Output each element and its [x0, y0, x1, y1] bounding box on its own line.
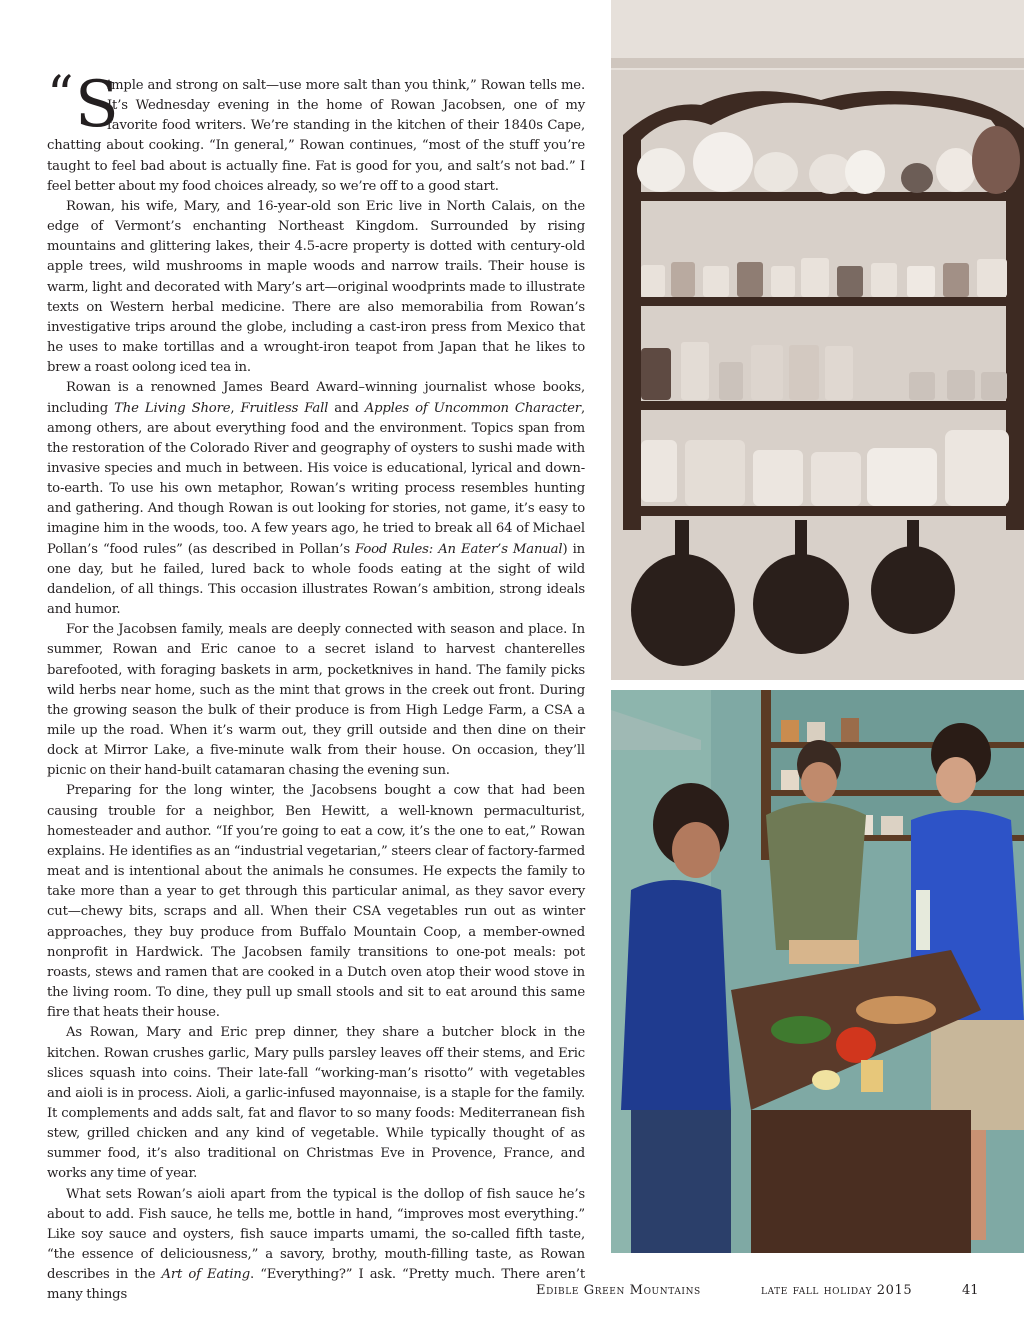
- paragraph-text: For the Jacobsen family, meals are deeply connected with season and place. In summer, Rowan and Eric canoe to a secret island to harvest chanterelles barefooted, with foraging baskets in arm, pocketknives in hand. The family picks wild herbs near home, such as the mint that grows in the creek out front. During the growing season the bulk of their produce is from High Ledge Farm, a CSA a mile up the road. When it’s warm out, they grill outside and then dine on their dock at Mirror Lake, a five-minute walk from their house. On occasion, they’ll picnic on their hand-built catamaran chasing the evening sun.: [47, 622, 585, 779]
- article-paragraph: [47, 378, 585, 620]
- paragraph-text: What sets Rowan’s aioli apart from the typical is the dollop of fish sauce he’s about to add. Fish sauce, he tells me, bottle in hand, “improves most everything.” Like soy sauce and oysters, fish sauce imparts umami, the so-called fifth taste, “the essence of deliciousness,” a savory, brothy, mouth-filling taste, as Rowan describes in the: [47, 1186, 585, 1283]
- family-cooking-illustration: [611, 690, 1024, 1253]
- drop-cap-letter: S: [75, 68, 119, 142]
- paragraph-text: and: [328, 400, 365, 416]
- paragraph-text: Rowan, his wife, Mary, and 16-year-old son Eric live in North Calais, on the edge of Vermont’s enchanting Northeast Kingdom. Surrounded by rising mountains and glittering lakes, their 4.5-acre property is dotted with century-old apple trees, wild mushrooms in maple woods and narrow trails. Their house is warm, light and decorated with Mary’s art—original woodprints made to illustrate texts on Western herbal medicine. There are also memorabilia from Rowan’s investigative trips around the globe, including a cast-iron press from Mexico that he uses to make tortillas and a wrought-iron teapot from Japan that he likes to brew a roast oolong iced tea in.: [47, 198, 585, 376]
- article-body: [47, 66, 585, 1306]
- paragraph-text: ) in one day, but he failed, lured back to whole foods eating at the sight of wild dandelion, of all things. This occasion illustrates Rowan’s ambition, strong ideals and humor.: [47, 541, 585, 618]
- article-paragraph: [47, 197, 585, 378]
- paragraph-text: Rowan is a renowned James Beard Award–winning journalist whose books, including: [47, 380, 585, 416]
- footer-magazine-name: Edible Green Mountains: [536, 1283, 701, 1298]
- kitchen-shelves-illustration: [611, 0, 1024, 680]
- footer-issue: late fall holiday 2015: [761, 1283, 913, 1298]
- paragraph-text: ,: [230, 400, 241, 416]
- book-title: The Living Shore: [114, 400, 231, 416]
- article-paragraph: [47, 1023, 585, 1184]
- paragraph-text: , among others, are about everything food and the environment. Topics span from the restoration of the Colorado River and geography of oysters to sushi made with invasive species and much in between. His voice is educational, lyrical and down-to-earth. To use his own metaphor, Rowan’s writing process resembles hunting and gathering. And though Rowan is out looking for stories, not game, it’s easy to imagine him in the woods, too. A few years ago, he tried to break all 64 of Michael Pollan’s “food rules” (as described in Pollan’s: [47, 400, 585, 557]
- book-title: Fruitless Fall: [240, 400, 329, 416]
- page-footer: [0, 1283, 1024, 1307]
- paragraph-text: As Rowan, Mary and Eric prep dinner, they share a butcher block in the kitchen. Rowan crushes garlic, Mary pulls parsley leaves off their stems, and Eric slices squash into coins. Their late-fall “working-man’s risotto” with vegetables and aioli is in process. Aioli, a garlic-infused mayonnaise, is a staple for the family. It complements and adds salt, fat and flavor to so many foods: Mediterranean fish stew, grilled chicken and any kind of vegetable. While typically thought of as summer food, it’s also traditional on Christmas Eve in Provence, France, and works any time of year.: [47, 1025, 585, 1182]
- kitchen-shelves-photo: [611, 0, 1024, 680]
- paragraph-text: Preparing for the long winter, the Jacobsens bought a cow that had been causing trouble for a neighbor, Ben Hewitt, a well-known permaculturist, homesteader and author. “If you’re going to eat a cow, it’s the one to eat,” Rowan explains. He identifies as an “industrial vegetarian,” steers clear of factory-farmed meat and is intentional about the animals he consumes. He expects the family to take more than a year to get through this particular animal, as they savor every cut—chewy bits, scraps and all. When their CSA vegetables run out as winter approaches, they buy produce from Buffalo Mountain Coop, a member-owned nonprofit in Hardwick. The Jacobsen family transitions to one-pot meals: pot roasts, stews and ramen that are cooked in a Dutch oven atop their wood stove in the living room. To dine, they pull up small stools and sit to eat around this same fire that heats their house.: [47, 783, 585, 1021]
- book-title: Apples of Uncommon Character: [364, 400, 581, 416]
- family-cooking-photo: [611, 690, 1024, 1253]
- paragraph-text: . “Everything?” I ask. “Pretty much. There aren’t many things: [47, 1267, 585, 1303]
- paragraph-text: imple and strong on salt—use more salt than you think,” Rowan tells me. It’s Wednesday evening in the home of Rowan Jacobsen, one of my favorite food writers. We’re standing in the kitchen of their 1840s Cape, chatting about cooking. “In general,” Rowan continues, “most of the stuff you’re taught to feel bad about is actually fine. Fat is good for you, and salt’s not bad.” I feel better about my food choices already, so we’re off to a good start.: [47, 78, 585, 194]
- drop-cap-block: [47, 66, 119, 142]
- footer-page-number: 41: [962, 1283, 979, 1298]
- article-paragraph: [47, 781, 585, 1023]
- lead-paragraph: [47, 68, 585, 197]
- book-title: Art of Eating: [161, 1267, 251, 1283]
- article-paragraph: [47, 620, 585, 781]
- book-title: Food Rules: An Eater’s Manual: [355, 541, 563, 557]
- article-paragraphs: [47, 68, 585, 1306]
- opening-quote-mark: “: [47, 66, 74, 126]
